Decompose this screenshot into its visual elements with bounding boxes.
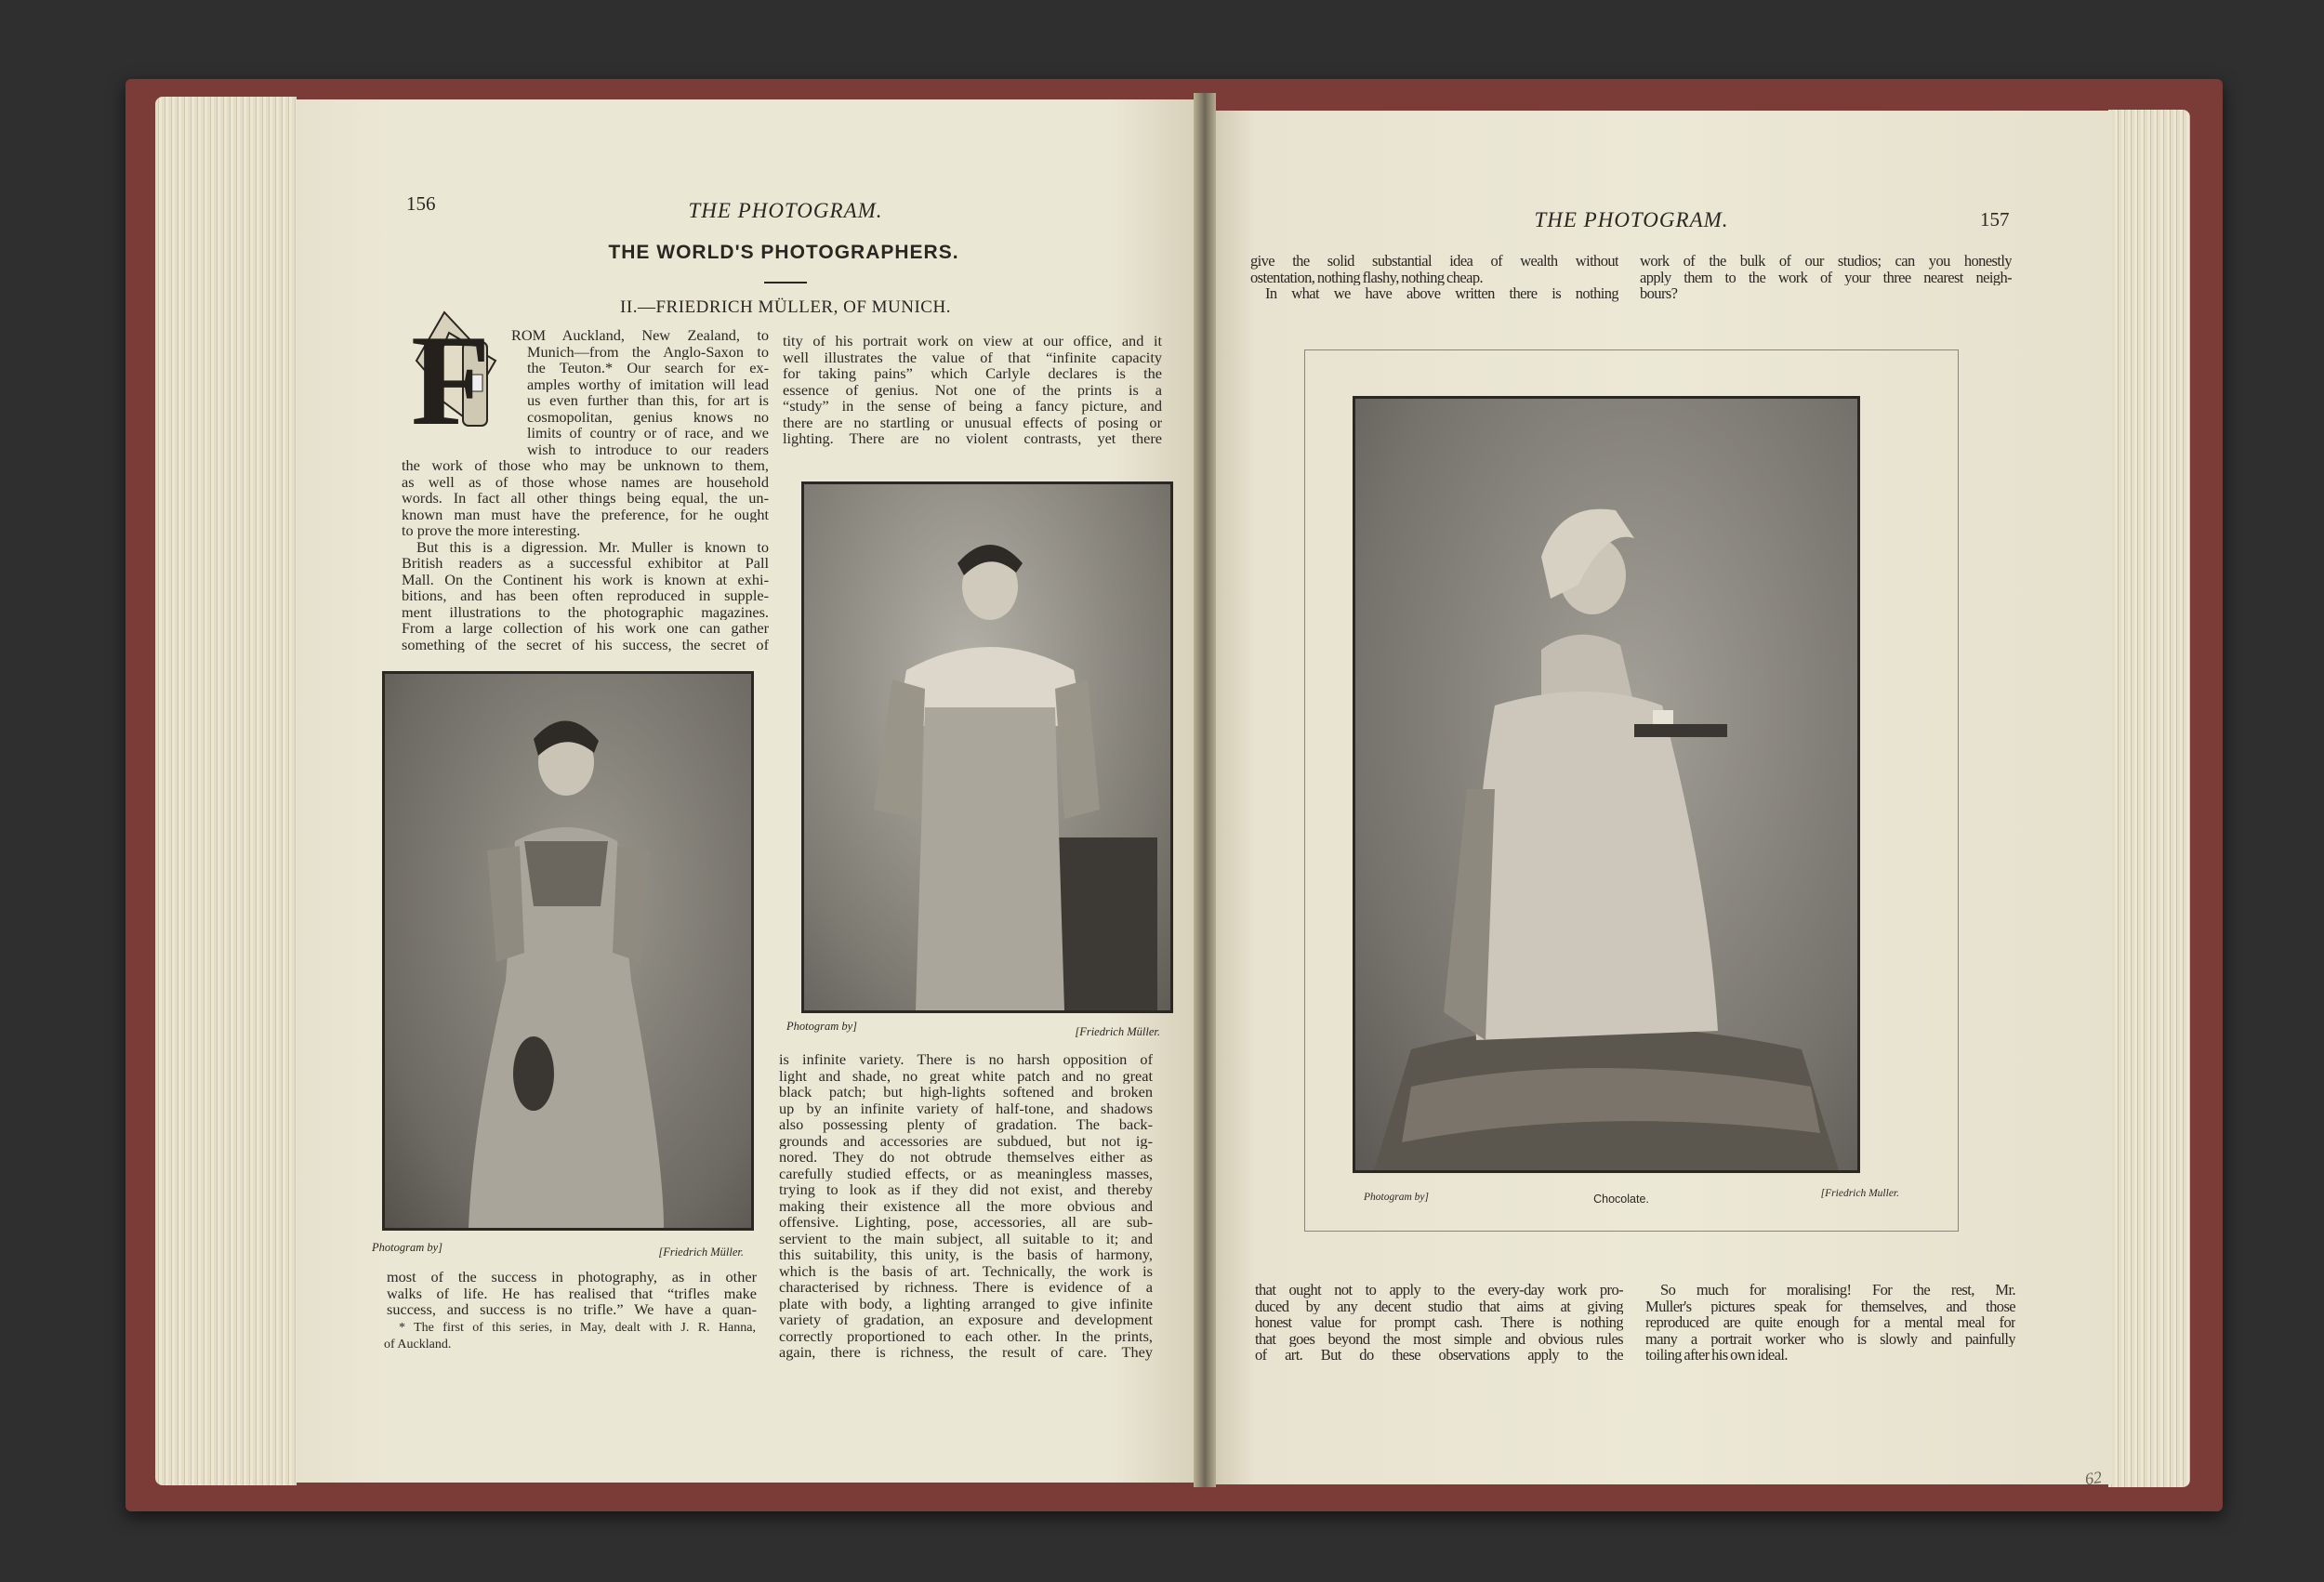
text-line: variety of gradation, an exposure and development [779, 1312, 1153, 1328]
text-line: black patch; but high-lights softened and broken [779, 1084, 1153, 1101]
text-line: walks of life. He has realised that “trifles make [387, 1285, 757, 1301]
column-text [402, 327, 769, 653]
text-line: Munich—from the Anglo-Saxon to [527, 343, 769, 360]
text-line: correctly proportioned to each other. In the prints, [779, 1327, 1153, 1344]
page-number: 157 [1980, 208, 2010, 231]
photo-credit-label: Photogram by] [786, 1020, 858, 1033]
photograph-woman-renaissance-dress [382, 671, 754, 1231]
text-line: * The first of this series, in May, dealt with J. R. Hanna, [399, 1321, 756, 1335]
text-line: amples worthy of imitation will lead [527, 376, 769, 392]
running-head: THE PHOTOGRAM. [1534, 208, 1729, 231]
text-line: as well as of those whose names are household [402, 473, 769, 490]
photograph-chocolate-girl [1353, 396, 1860, 1173]
text-line: carefully studied effects, or as meaningless masses, [779, 1165, 1153, 1181]
title-rule [764, 282, 807, 283]
text-line: wish to introduce to our readers [527, 441, 769, 457]
text-line: lighting. There are no violent contrasts, yet there [783, 430, 1162, 447]
page-edges-right [2108, 110, 2190, 1487]
column-text [1645, 1282, 2015, 1364]
text-line: characterised by richness. There is evidence of a [779, 1279, 1153, 1296]
text-line: which is the basis of art. Technically, the work is [779, 1262, 1153, 1279]
drop-cap-letter: F [411, 309, 491, 431]
running-head: THE PHOTOGRAM. [688, 199, 883, 222]
text-line: for taking pains” which Carlyle declares is the [783, 365, 1162, 382]
text-line: ostentation, nothing flashy, nothing cheap. [1250, 269, 1484, 285]
text-line: bitions, and has been often reproduced in supple- [402, 587, 769, 604]
article-title: THE WORLD'S PHOTOGRAPHERS. [608, 242, 959, 263]
photo-title: Chocolate. [1593, 1193, 1649, 1206]
text-line: ment illustrations to the photographic magazines. [402, 603, 769, 620]
text-line: give the solid substantial idea of wealth without [1250, 253, 1618, 270]
text-line: tity of his portrait work on view at our office, and it [783, 333, 1162, 349]
page-edges-left [155, 97, 297, 1485]
text-line: Mall. On the Continent his work is known at exhi- [402, 571, 769, 587]
footnote [384, 1320, 756, 1352]
text-line: light and shade, no great white patch and no great [779, 1067, 1153, 1084]
text-line: cosmopolitan, genius knows no [527, 408, 769, 425]
text-line: something of the secret of his success, the secret of [402, 636, 769, 653]
text-line: apply them to the work of your three nearest neigh- [1640, 269, 2012, 285]
text-line: nored. They do not obtrude themselves either as [779, 1149, 1153, 1166]
column-text [1255, 1282, 1623, 1364]
text-line: also possessing plenty of gradation. The back- [779, 1116, 1153, 1133]
text-line: that goes beyond the most simple and obvious rules [1255, 1330, 1623, 1347]
text-line: this suitability, this unity, is the basis of harmony, [779, 1246, 1153, 1263]
text-line: honest value for prompt cash. There is nothing [1255, 1314, 1623, 1331]
text-line: limits of country or of race, and we [527, 425, 769, 442]
text-line: trying to look as if they did not exist, and thereby [779, 1181, 1153, 1198]
text-line: up by an infinite variety of half-tone, and shadows [779, 1100, 1153, 1116]
text-line: bours? [1640, 285, 1678, 302]
text-line: many a portrait worker who is slowly and painfully [1645, 1330, 2015, 1347]
text-line: to prove the more interesting. [402, 522, 581, 539]
text-line: ROM Auckland, New Zealand, to [511, 327, 769, 344]
text-line: that ought not to apply to the every-day work pro- [1255, 1282, 1623, 1299]
text-line: “study” in the sense of being a fancy picture, and [783, 398, 1162, 415]
text-line: From a large collection of his work one can gather [402, 620, 769, 637]
column-text [387, 1269, 757, 1318]
text-line: But this is a digression. Mr. Muller is known to [416, 538, 769, 555]
pencil-annotation: 62 [2083, 1467, 2104, 1489]
text-line: work of the bulk of our studios; can you honestly [1640, 253, 2012, 270]
text-line: is infinite variety. There is no harsh opposition of [779, 1051, 1153, 1068]
photo-credit-label: Photogram by] [1364, 1192, 1429, 1203]
text-line: Muller's pictures speak for themselves, and those [1645, 1298, 2015, 1314]
text-line: most of the success in photography, as in other [387, 1269, 757, 1285]
text-line: the work of those who may be unknown to them, [402, 457, 769, 474]
text-line: of Auckland. [384, 1337, 452, 1351]
text-line: there are no startling or unusual effects of posing or [783, 414, 1162, 430]
text-line: plate with body, a lighting arranged to give infinite [779, 1295, 1153, 1312]
text-line: duced by any decent studio that aims at giving [1255, 1298, 1623, 1314]
photographer-credit: [Friedrich Muller. [1820, 1188, 1899, 1199]
text-line: us even further than this, for art is [527, 392, 769, 409]
text-line: So much for moralising! For the rest, Mr. [1660, 1282, 2015, 1299]
text-line: known man must have the preference, for he ought [402, 506, 769, 522]
text-line: British readers as a successful exhibitor at Pall [402, 555, 769, 572]
column-text [783, 333, 1162, 447]
photographer-credit: [Friedrich Müller. [658, 1246, 744, 1259]
text-line: toiling after his own ideal. [1645, 1347, 1788, 1364]
photo-credit-label: Photogram by] [372, 1241, 443, 1254]
page-number: 156 [406, 192, 436, 215]
book-gutter [1194, 93, 1216, 1487]
text-line: reproduced are quite enough for a mental meal for [1645, 1314, 2015, 1331]
text-line: words. In fact all other things being equal, the un- [402, 490, 769, 507]
text-line: grounds and accessories are subdued, but not ig- [779, 1132, 1153, 1149]
photograph-woman-lace-collar [801, 481, 1173, 1013]
text-line: In what we have above written there is nothing [1265, 285, 1618, 302]
text-line: essence of genius. Not one of the prints is a [783, 381, 1162, 398]
text-line: servient to the main subject, all suitable to it; and [779, 1230, 1153, 1246]
article-subtitle: II.—FRIEDRICH MÜLLER, OF MUNICH. [620, 297, 951, 317]
column-text [779, 1051, 1153, 1361]
text-line: the Teuton.* Our search for ex- [527, 360, 769, 376]
text-line: again, there is richness, the result of care. They [779, 1344, 1153, 1361]
text-line: success, and success is no trifle.” We have a quan- [387, 1301, 757, 1318]
text-line: making their existence all the more obvious and [779, 1197, 1153, 1214]
text-line: well illustrates the value of that “infinite capacity [783, 349, 1162, 365]
column-text [1640, 253, 2012, 302]
text-line: offensive. Lighting, pose, accessories, all are sub- [779, 1214, 1153, 1231]
column-text [1250, 253, 1618, 302]
text-line: of art. But do these observations apply to the [1255, 1347, 1623, 1364]
photographer-credit: [Friedrich Müller. [1075, 1025, 1160, 1038]
